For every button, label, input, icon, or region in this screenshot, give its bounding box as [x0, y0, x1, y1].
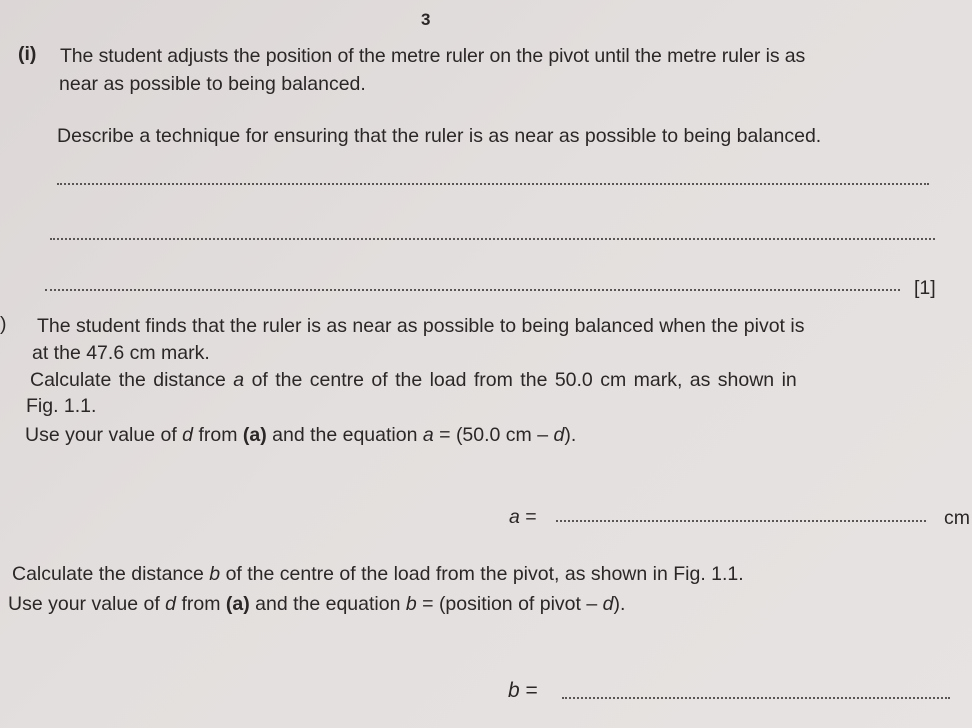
- part-i-label: (i): [18, 43, 37, 65]
- var-b: b: [405, 593, 417, 615]
- answer-line-3[interactable]: [45, 289, 900, 291]
- var-d: d: [165, 593, 177, 615]
- var-a: a: [509, 506, 520, 528]
- part-b-line2: [8, 592, 625, 616]
- text: and the equation: [249, 593, 406, 615]
- ref-a: (a): [225, 593, 250, 615]
- part-line3: [30, 368, 797, 392]
- part-i-prompt: Describe a technique for ensuring that the ruler is as near as possible to being balanced.: [57, 125, 822, 147]
- text: =: [519, 679, 538, 702]
- text: = (50.0 cm –: [433, 424, 554, 446]
- text: from: [193, 424, 243, 446]
- part-line1: The student finds that the ruler is as near as possible to being balanced when the pivot is: [37, 315, 805, 337]
- text: of the centre of the load from the 50.0 cm mark, as shown in: [244, 369, 797, 391]
- var-d: d: [182, 424, 194, 446]
- answer-b-label: [508, 679, 538, 703]
- answer-b-field[interactable]: [562, 697, 950, 699]
- part-b-line1: [12, 562, 744, 586]
- answer-a-label: [509, 505, 537, 529]
- part-line5: [25, 423, 576, 447]
- part-line2: at the 47.6 cm mark.: [32, 342, 210, 364]
- text: from: [176, 593, 226, 615]
- var-d: d: [602, 593, 614, 615]
- text: = (position of pivot –: [416, 593, 603, 615]
- marks-label: [1]: [914, 277, 936, 299]
- text: Calculate the distance: [30, 369, 234, 391]
- text: =: [519, 506, 537, 528]
- var-a: a: [233, 369, 245, 391]
- var-b: b: [508, 679, 520, 702]
- answer-line-2[interactable]: [50, 238, 935, 240]
- part-label: ): [0, 313, 7, 335]
- page-number: 3: [421, 10, 431, 29]
- text: ).: [613, 593, 626, 615]
- var-b: b: [209, 563, 221, 585]
- answer-a-field[interactable]: [556, 520, 926, 522]
- text: Use your value of: [25, 424, 183, 446]
- var-a: a: [422, 424, 434, 446]
- ref-a: (a): [242, 424, 267, 446]
- part-i-line1: The student adjusts the position of the metre ruler on the pivot until the metre ruler is as: [60, 45, 806, 67]
- text: and the equation: [266, 424, 423, 446]
- answer-line-1[interactable]: [57, 183, 929, 185]
- text: of the centre of the load from the pivot, as shown in Fig. 1.1.: [220, 563, 744, 585]
- text: Calculate the distance: [12, 563, 210, 585]
- text: Use your value of: [8, 593, 166, 615]
- text: ).: [564, 424, 577, 446]
- var-d: d: [553, 424, 565, 446]
- part-line4: Fig. 1.1.: [26, 395, 97, 417]
- answer-a-unit: cm: [944, 507, 970, 529]
- part-i-line2: near as possible to being balanced.: [59, 73, 366, 95]
